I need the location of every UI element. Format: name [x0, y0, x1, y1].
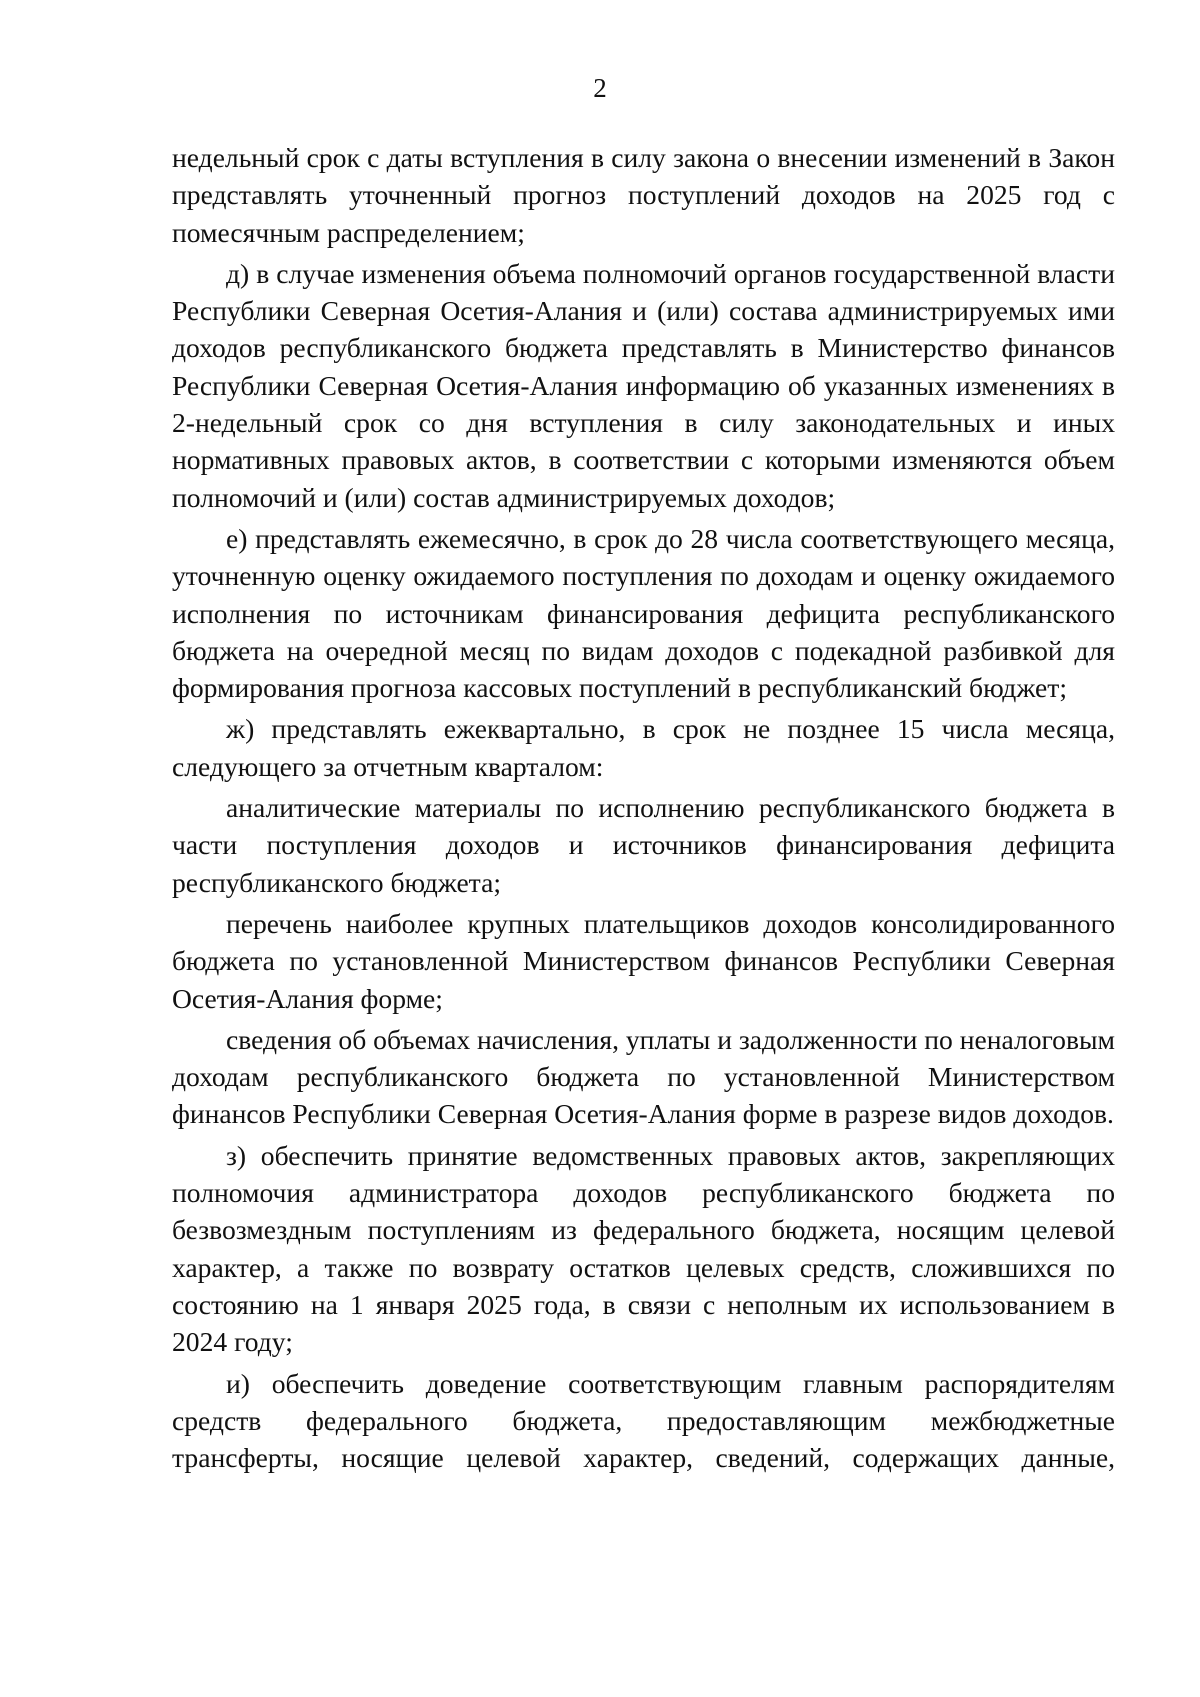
paragraph-zh-info: сведения об объемах начисления, уплаты и задолженности по неналоговым доходам республиканского бюджета по установленной Министерством финансов Республики Северная Осетия-Алания форме в разрезе видов доходов.	[172, 1023, 1115, 1130]
paragraph-zh-analytics: аналитические материалы по исполнению республиканского бюджета в части поступления доходов и источников финансирования дефицита республиканского бюджета;	[172, 792, 1115, 898]
paragraph-item-e: е) представлять ежемесячно, в срок до 28 числа соответствующего месяца, уточненную оценку ожидаемого поступления по доходам и оценку ожидаемого исполнения по источникам финансирования дефицита республиканского бюджета на очередной месяц по видам доходов с подекадной разбивкой для формирования прогноза кассовых поступлений в республиканский бюджет;	[172, 522, 1115, 704]
paragraph-item-zh: ж) представлять ежеквартально, в срок не позднее 15 числа месяца, следующего за отчетным кварталом:	[172, 713, 1115, 782]
paragraph-zh-payers: перечень наиболее крупных плательщиков доходов консолидированного бюджета по установленной Министерством финансов Республики Северная Осетия-Алания форме;	[172, 907, 1115, 1014]
paragraph-item-i: и) обеспечить доведение соответствующим главным распорядителям средств федерального бюджета, предоставляющим межбюджетные трансферты, носящие целевой характер, сведений, содержащих данные,	[172, 1367, 1115, 1474]
paragraph-continuation: недельный срок с даты вступления в силу закона о внесении изменений в Закон представлять уточненный прогноз поступлений доходов на 2025 год с помесячным распределением;	[172, 142, 1115, 248]
document-body	[172, 139, 1115, 1476]
paragraph-item-z: з) обеспечить принятие ведомственных правовых актов, закрепляющих полномочия администратора доходов республиканского бюджета по безвозмездным поступлениям из федерального бюджета, носящим целевой характер, а также по возврату остатков целевых средств, сложившихся по состоянию на 1 января 2025 года, в связи с неполным их использованием в 2024 году;	[172, 1139, 1115, 1358]
paragraph-item-d: д) в случае изменения объема полномочий органов государственной власти Республики Северная Осетия-Алания и (или) состава администрируемых ими доходов республиканского бюджета представлять в Министерство финансов Республики Северная Осетия-Алания информацию об указанных изменениях в 2-недельный срок со дня вступления в силу законодательных и иных нормативных правовых актов, в соответствии с которыми изменяются объем полномочий и (или) состав администрируемых доходов;	[172, 257, 1115, 513]
page-number: 2	[593, 73, 607, 103]
